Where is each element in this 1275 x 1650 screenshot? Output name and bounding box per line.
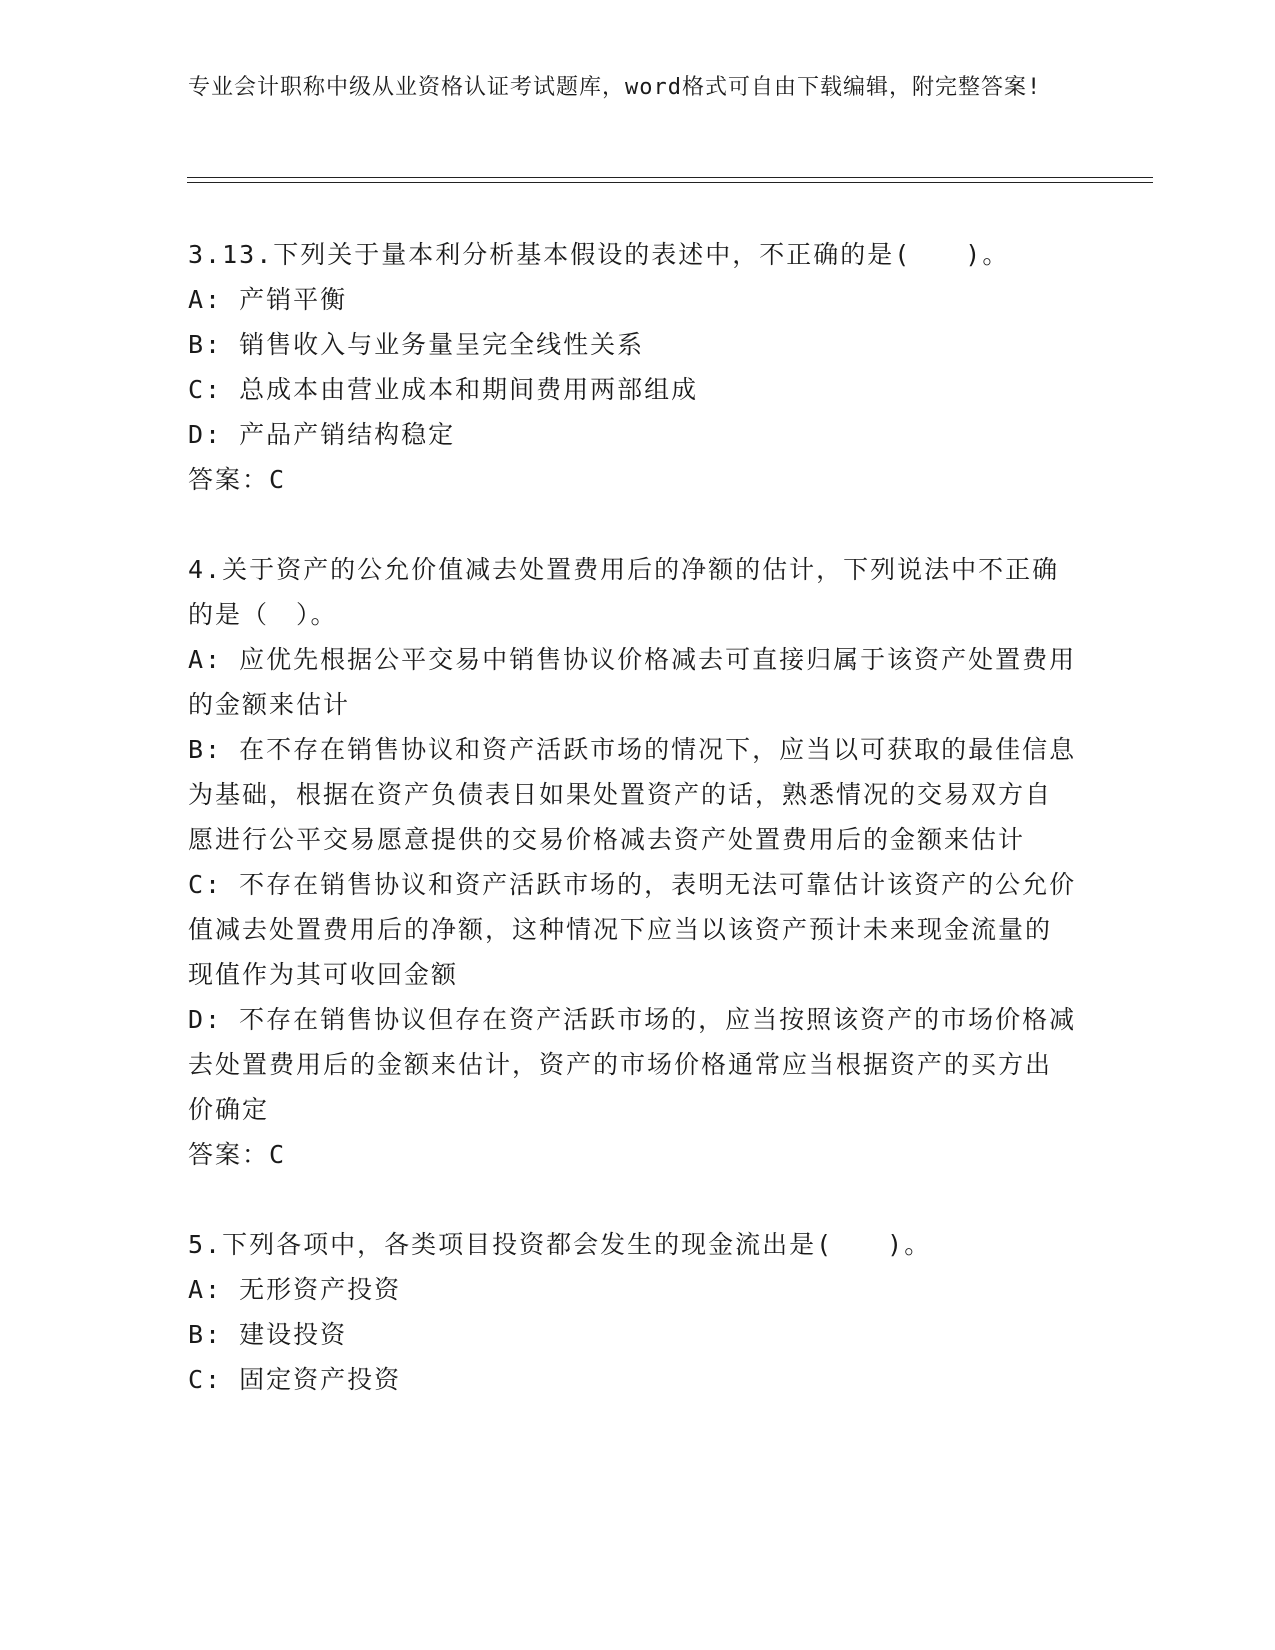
option-c: C: 固定资产投资 xyxy=(188,1365,402,1394)
option-b: B: 建设投资 xyxy=(188,1320,348,1349)
question-stem: 5.下列各项中，各类项目投资都会发生的现金流出是( )。 xyxy=(188,1230,932,1259)
option-a: A: 产销平衡 xyxy=(188,285,348,314)
header-text: 专业会计职称中级从业资格认证考试题库，word格式可自由下载编辑，附完整答案! xyxy=(188,75,1042,100)
answer-line: 答案：C xyxy=(188,1140,287,1169)
question-stem: 4.关于资产的公允价值减去处置费用后的净额的估计，下列说法中不正确的是（ ）。 xyxy=(188,555,1060,629)
option-b: B: 在不存在销售协议和资产活跃市场的情况下，应当以可获取的最佳信息为基础，根据在资产负债表日如果处置资产的话，熟悉情况的交易双方自愿进行公平交易愿意提供的交易价格减去资产处置费用后的金额来估计 xyxy=(188,735,1077,854)
question-block xyxy=(188,1222,1078,1402)
question-stem: 3.13.下列关于量本利分析基本假设的表述中，不正确的是( )。 xyxy=(188,240,1010,269)
option-c: C: 总成本由营业成本和期间费用两部组成 xyxy=(188,375,699,404)
option-b: B: 销售收入与业务量呈完全线性关系 xyxy=(188,330,645,359)
page-header xyxy=(188,72,1068,104)
question-block xyxy=(188,232,1078,502)
question-block xyxy=(188,547,1078,1177)
option-c: C: 不存在销售协议和资产活跃市场的，表明无法可靠估计该资产的公允价值减去处置费用后的净额，这种情况下应当以该资产预计未来现金流量的现值作为其可收回金额 xyxy=(188,870,1077,989)
question-spacer xyxy=(188,502,1078,547)
answer-line: 答案：C xyxy=(188,465,287,494)
header-divider-bottom xyxy=(187,182,1153,183)
header-divider-top xyxy=(187,177,1153,178)
option-a: A: 应优先根据公平交易中销售协议价格减去可直接归属于该资产处置费用的金额来估计 xyxy=(188,645,1077,719)
option-d: D: 不存在销售协议但存在资产活跃市场的，应当按照该资产的市场价格减去处置费用后的金额来估计，资产的市场价格通常应当根据资产的买方出价确定 xyxy=(188,1005,1077,1124)
option-d: D: 产品产销结构稳定 xyxy=(188,420,456,449)
question-list xyxy=(188,232,1078,1402)
question-spacer xyxy=(188,1177,1078,1222)
option-a: A: 无形资产投资 xyxy=(188,1275,402,1304)
